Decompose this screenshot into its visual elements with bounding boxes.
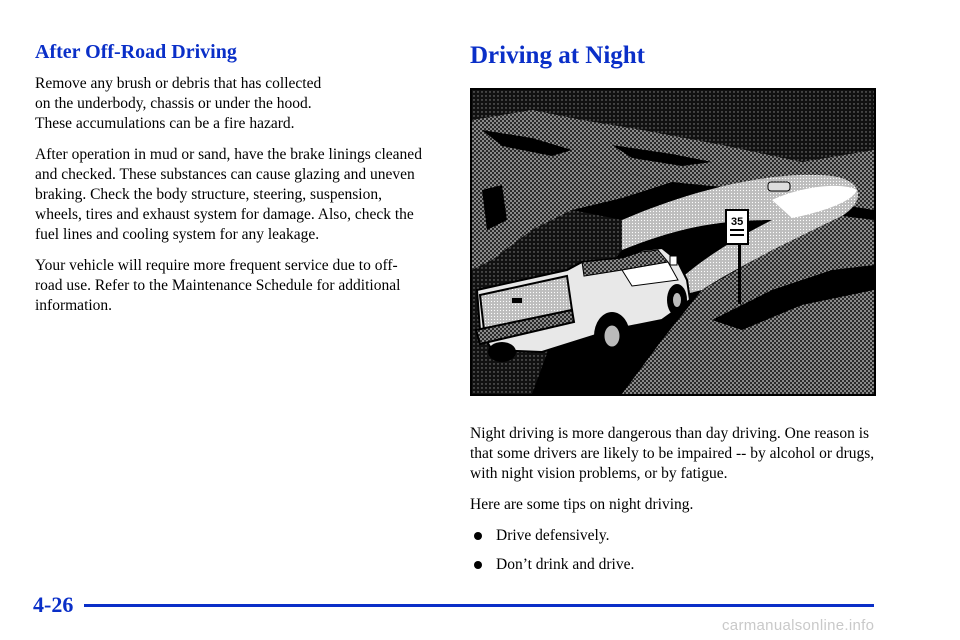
list-item-text: Drive defensively. bbox=[496, 527, 610, 544]
night-driving-illustration bbox=[470, 88, 876, 396]
paragraph: After operation in mud or sand, have the brake linings cleaned and checked. These substances can cause glazing and uneven braking. Check the body structure, steering, suspension, wheels, tires and exhaust system for damage. Also, check the fuel lines and cooling system for any leakage. bbox=[35, 146, 422, 243]
list-item bbox=[470, 555, 890, 575]
paragraph: Night driving is more dangerous than day driving. One reason is that some drivers are likely to be impaired -- by alcohol or drugs, with night vision problems, or by fatigue. bbox=[470, 425, 875, 482]
left-column bbox=[35, 40, 425, 327]
right-column-header bbox=[470, 40, 880, 72]
page-number: 4-26 bbox=[33, 592, 74, 617]
night-driving-text bbox=[470, 424, 890, 584]
page-title: Driving at Night bbox=[470, 42, 645, 69]
watermark: carmanualsonline.info bbox=[722, 617, 875, 634]
paragraph: Here are some tips on night driving. bbox=[470, 496, 694, 513]
pickup-truck-night-road-image bbox=[472, 90, 874, 394]
paragraph: Your vehicle will require more frequent service due to off-road use. Refer to the Maintenance Schedule for additional information. bbox=[35, 257, 401, 314]
section-heading: After Off-Road Driving bbox=[35, 41, 237, 63]
bullet-icon bbox=[474, 532, 482, 540]
bullet-icon bbox=[474, 561, 482, 569]
footer-divider bbox=[84, 604, 874, 607]
paragraph: Remove any brush or debris that has collected on the underbody, chassis or under the hood. These accumulations can be a fire hazard. bbox=[35, 75, 322, 132]
tips-list bbox=[470, 526, 890, 575]
list-item bbox=[470, 526, 890, 546]
list-item-text: Don’t drink and drive. bbox=[496, 556, 635, 573]
speed-sign-number: 35 bbox=[731, 216, 744, 228]
